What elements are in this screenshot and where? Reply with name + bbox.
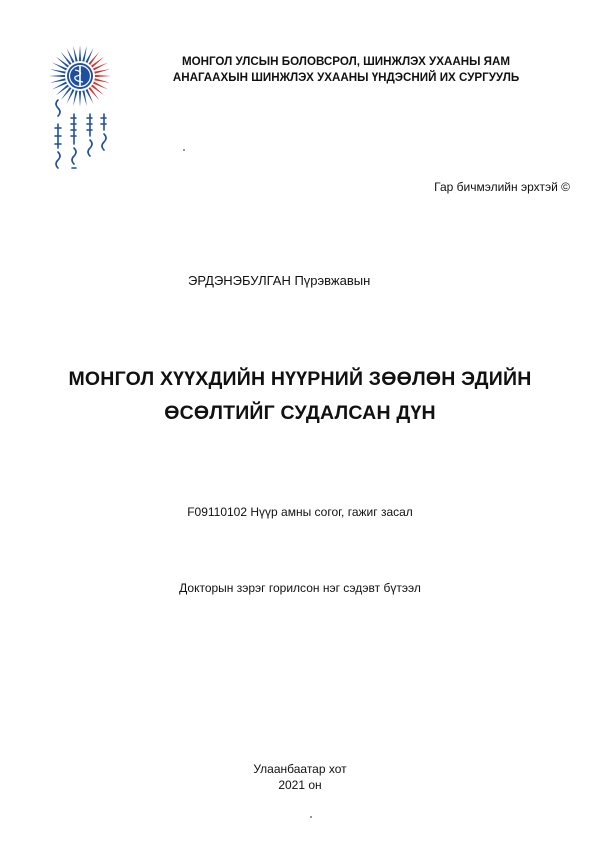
scan-speck <box>183 149 185 151</box>
ministry-header <box>136 54 556 85</box>
publication-year: 2021 он <box>278 778 322 792</box>
scan-speck <box>310 816 312 818</box>
author-name: ЭРДЭНЭБУЛГАН Пүрэвжавын <box>188 273 371 288</box>
degree-statement: Докторын зэрэг горилсон нэг сэдэвт бүтээл <box>179 581 421 595</box>
specialty-code: F09110102 Нүүр амны согог, гажиг засал <box>187 505 413 519</box>
university-name: АНАГААХЫН ШИНЖЛЭХ УХААНЫ ҮНДЭСНИЙ ИХ СУРГУУЛЬ <box>172 70 520 84</box>
copyright-notice: Гар бичмэлийн эрхтэй © <box>434 180 570 194</box>
thesis-title-line-2: ӨСӨЛТИЙГ СУДАЛСАН ДҮН <box>164 402 436 424</box>
university-emblem-icon <box>46 44 114 194</box>
publication-info <box>0 761 600 793</box>
thesis-title <box>20 362 580 430</box>
ministry-name: МОНГОЛ УЛСЫН БОЛОВСРОЛ, ШИНЖЛЭХ УХААНЫ ЯАМ <box>181 55 511 68</box>
publication-place: Улаанбаатар хот <box>253 762 347 776</box>
thesis-title-line-1: МОНГОЛ ХҮҮХДИЙН НҮҮРНИЙ ЗӨӨЛӨН ЭДИЙН <box>68 368 532 390</box>
